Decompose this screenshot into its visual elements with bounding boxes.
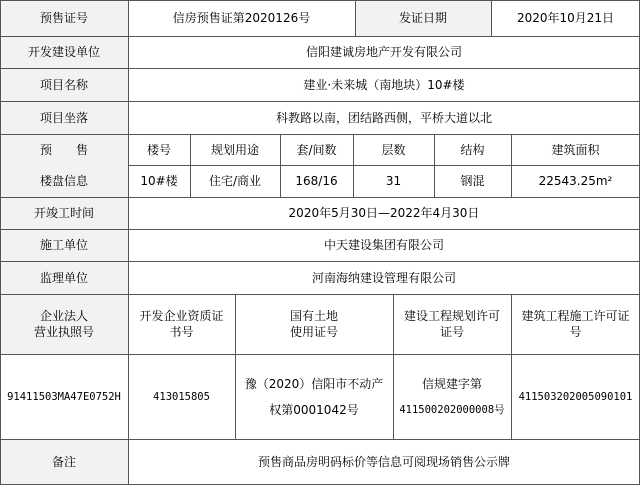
building-no-header: 楼号 [146, 142, 171, 157]
floors-header: 层数 [381, 142, 406, 157]
land-use-cert-header [235, 294, 393, 354]
issue-date-value: 2020年10月21日 [516, 11, 615, 25]
usage-header: 规划用途 [210, 142, 259, 157]
permit-number-value: 信房预售证第2020126号 [172, 11, 311, 25]
usage-value: 住宅/商业 [208, 174, 262, 188]
project-name-label: 项目名称 [39, 77, 88, 92]
header-line: 号 [569, 325, 582, 339]
value-line: 豫（2020）信阳市不动产 [244, 376, 384, 391]
units-value: 168/16 [295, 174, 338, 188]
value-line: 信规建字第 [421, 376, 482, 391]
supervisor-label: 监理单位 [39, 270, 88, 285]
header-line: 书号 [169, 325, 194, 339]
floor-area-value: 22543.25m² [538, 174, 613, 188]
floors-value: 31 [385, 174, 402, 188]
project-name-value: 建业·未来城（南地块）10#楼 [303, 77, 465, 92]
location-value: 科教路以南，团结路西侧，平桥大道以北 [275, 110, 492, 125]
value-line: 91411503MA47E0752H [7, 390, 121, 403]
value-line: 411503202005090101 [518, 390, 633, 403]
value-line: 413015805 [153, 390, 210, 403]
planning-permit-header [393, 294, 511, 354]
qualification-cert-header [128, 294, 235, 354]
structure-header: 结构 [460, 142, 485, 157]
floor-area-header: 建筑面积 [551, 142, 600, 157]
header-line: 企业法人 [39, 309, 88, 323]
permit-number-label: 预售证号 [39, 11, 88, 25]
building-no-value: 10#楼 [140, 174, 178, 188]
header-line: 营业执照号 [33, 325, 94, 339]
business-license-number [0, 354, 128, 439]
developer-value: 信阳建诚房地产开发有限公司 [305, 45, 462, 59]
schedule-label: 开竣工时间 [33, 206, 94, 220]
construction-permit-number [511, 354, 640, 439]
remarks-value: 预售商品房明码标价等信息可阅现场销售公示牌 [257, 455, 510, 469]
contractor-label: 施工单位 [39, 238, 88, 252]
header-line: 证号 [439, 325, 464, 339]
presale-label-line1: 预 售 [39, 142, 88, 157]
presale-label-line2: 楼盘信息 [39, 174, 88, 188]
issue-date-label: 发证日期 [398, 11, 447, 25]
header-line: 使用证号 [289, 325, 338, 339]
contractor-value: 中天建设集团有限公司 [323, 238, 444, 252]
structure-value: 钢混 [460, 174, 485, 188]
planning-permit-number [393, 354, 511, 439]
schedule-value: 2020年5月30日—2022年4月30日 [288, 206, 480, 220]
header-line: 建筑工程施工许可证 [521, 309, 630, 323]
remarks-label: 备注 [51, 455, 76, 469]
location-label: 项目坐落 [39, 110, 88, 125]
supervisor-value: 河南海纳建设管理有限公司 [311, 270, 456, 285]
value-line: 权第0001042号 [269, 402, 359, 417]
units-header: 套/间数 [296, 142, 337, 157]
qualification-cert-number [128, 354, 235, 439]
land-use-cert-number [235, 354, 393, 439]
developer-label: 开发建设单位 [27, 45, 100, 59]
header-line: 建设工程规划许可 [403, 309, 500, 323]
value-line: 411500202000008号 [399, 403, 505, 416]
header-line: 国有土地 [289, 309, 338, 323]
business-license-header [0, 294, 128, 354]
header-line: 开发企业资质证 [139, 309, 224, 323]
construction-permit-header [511, 294, 640, 354]
